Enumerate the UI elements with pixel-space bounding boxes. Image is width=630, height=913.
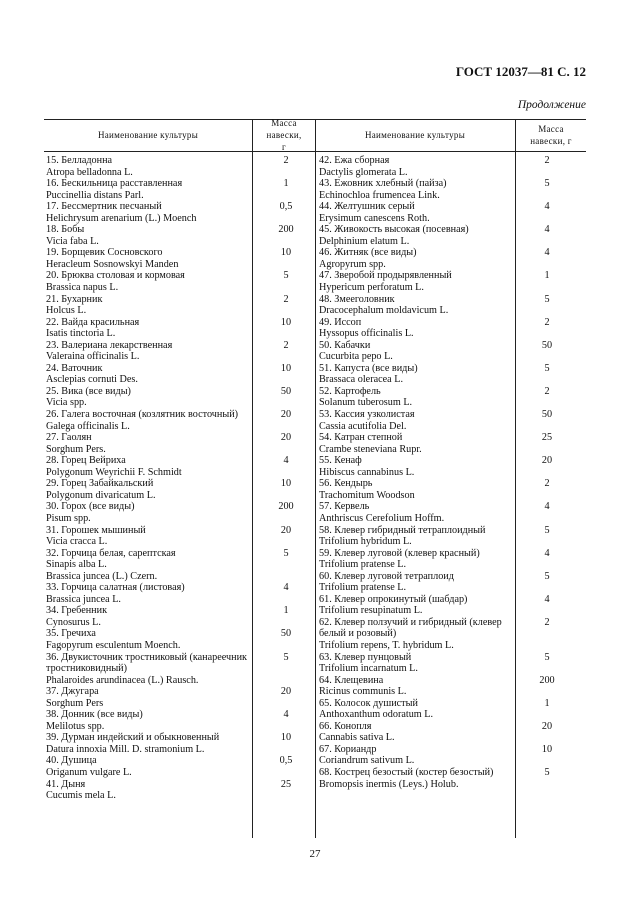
crop-name: 19. Борщевик Сосновского: [46, 247, 163, 259]
latin-name: Vicia faba L.: [46, 235, 99, 247]
crop-name: 49. Иссоп: [319, 316, 362, 328]
crop-mass: 5: [283, 547, 289, 559]
crop-name: 62. Клевер ползучий и гибридный (клевер белый и розовый): [319, 616, 502, 640]
crop-mass: 5: [283, 651, 289, 663]
crop-mass: 25: [280, 778, 292, 790]
crop-entry: [319, 201, 583, 224]
latin-name: Helichrysum arenarium (L.) Moench: [46, 212, 197, 224]
crop-name: 40. Душица: [46, 755, 97, 767]
crop-entry: [319, 224, 583, 247]
crop-name: 31. Горошек мышиный: [46, 524, 146, 536]
crop-name: 18. Бобы: [46, 224, 85, 236]
crop-entry: [46, 582, 322, 605]
latin-name: Ricinus communis L.: [319, 686, 407, 698]
crop-mass: 5: [544, 524, 550, 536]
crop-name: 57. Кервель: [319, 501, 370, 513]
latin-name: Trachomitum Woodson: [319, 489, 415, 501]
crop-entry: [46, 155, 322, 178]
crop-name: 51. Капуста (все виды): [319, 362, 418, 374]
crop-entry: [46, 628, 322, 651]
latin-name: Isatis tinctoria L.: [46, 328, 116, 340]
crop-mass: 5: [283, 270, 289, 282]
crop-mass: 1: [283, 178, 289, 190]
latin-name: Trifolium hybridum L.: [319, 536, 412, 548]
crop-mass: 4: [544, 501, 550, 513]
crop-entry: [46, 224, 322, 247]
latin-name: Hypericum perforatum L.: [319, 282, 424, 294]
latin-name: Bromopsis inermis (Leys.) Holub.: [319, 778, 459, 790]
latin-name: Agropyrum spp.: [319, 258, 386, 270]
right-column: [319, 155, 583, 790]
crop-mass: 0,5: [279, 201, 293, 213]
latin-name: Pisum spp.: [46, 512, 91, 524]
crop-entry: [319, 501, 583, 524]
crop-mass: 2: [544, 155, 550, 166]
crop-entry: [46, 201, 322, 224]
crop-entry: [319, 340, 583, 363]
crop-name: 54. Катран степной: [319, 432, 403, 444]
crop-name: 30. Горох (все виды): [46, 501, 135, 513]
crop-name: 56. Кендырь: [319, 478, 373, 490]
crop-mass: 4: [544, 247, 550, 259]
crop-name: 34. Гребенник: [46, 605, 108, 617]
crop-name: 28. Горец Вейриха: [46, 455, 126, 467]
col-header-name-left: Наименование культуры: [97, 129, 199, 140]
crop-name: 48. Змееголовник: [319, 293, 395, 305]
latin-name: Melilotus spp.: [46, 720, 105, 732]
latin-name: Coriandrum sativum L.: [319, 755, 415, 767]
latin-name: Puccinellia distans Parl.: [46, 189, 144, 201]
crop-mass: 10: [280, 247, 292, 259]
latin-name: Anthoxanthum odoratum L.: [319, 709, 434, 721]
latin-name: Erysimum canescens Roth.: [319, 212, 430, 224]
crop-mass: 5: [544, 651, 550, 663]
crop-name: 22. Вайда красильная: [46, 316, 140, 328]
crop-mass: 10: [541, 743, 553, 755]
crop-entry: [319, 270, 583, 293]
crop-mass: 50: [541, 409, 553, 421]
latin-name: Crambe steneviana Rupr.: [319, 443, 422, 455]
latin-name: Delphinium elatum L.: [319, 235, 410, 247]
crop-name: 41. Дыня: [46, 778, 86, 790]
document-header: ГОСТ 12037—81 С. 12: [455, 64, 586, 79]
latin-name: Trifolium pratense L.: [319, 582, 407, 594]
latin-name: Polygonum divaricatum L.: [46, 489, 156, 501]
latin-name: Echinochloa frumencea Link.: [319, 189, 440, 201]
latin-name: Heracleum Sosnowskyi Manden: [46, 258, 179, 270]
crop-entry: [46, 755, 322, 778]
crop-entry: [46, 779, 322, 802]
latin-name: Brassica napus L.: [46, 282, 119, 294]
crop-mass: 10: [280, 362, 292, 374]
crop-mass: 2: [283, 339, 289, 351]
crop-name: 33. Горчица салатная (листовая): [46, 582, 185, 594]
latin-name: Trifolium repens, T. hybridum L.: [319, 639, 454, 651]
crop-name: 59. Клевер луговой (клевер красный): [319, 547, 480, 559]
crop-entry: [319, 698, 583, 721]
crop-name: 53. Кассия узколистая: [319, 409, 415, 421]
left-column: [46, 155, 322, 802]
crop-mass: 4: [283, 709, 289, 721]
crop-mass: 2: [544, 616, 550, 628]
crop-entry: [319, 455, 583, 478]
latin-name: Holcus L.: [46, 305, 87, 317]
crop-mass: 20: [541, 720, 553, 732]
crop-mass: 20: [541, 455, 553, 467]
crop-mass: 4: [544, 547, 550, 559]
crop-mass: 5: [544, 362, 550, 374]
crop-name: 16. Бескильница расставленная: [46, 178, 183, 190]
crop-mass: 2: [283, 155, 289, 166]
latin-name: Cassia acutifolia Del.: [319, 420, 407, 432]
crop-name: 52. Картофель: [319, 385, 381, 397]
continuation-label: Продолжение: [517, 99, 586, 111]
latin-name: Phalaroides arundinacea (L.) Rausch.: [46, 674, 199, 686]
crop-entry: [46, 455, 322, 478]
crop-entry: [319, 294, 583, 317]
crop-entry: [46, 409, 322, 432]
crop-entry: [46, 709, 322, 732]
crop-mass: 4: [544, 593, 550, 605]
crop-entry: [46, 432, 322, 455]
crop-name: 55. Кенаф: [319, 455, 362, 467]
crop-name: 58. Клевер гибридный тетраплоидный: [319, 524, 486, 536]
crop-entry: [46, 247, 322, 270]
crop-mass: 1: [544, 270, 550, 282]
crop-name: 36. Двукисточник тростниковый (канареечник тростниковидный): [46, 651, 247, 675]
crop-name: 24. Ваточник: [46, 362, 103, 374]
crop-name: 44. Желтушник серый: [319, 201, 415, 213]
crop-name: 60. Клевер луговой тетраплоид: [319, 570, 454, 582]
crop-name: 42. Ежа сборная: [319, 155, 390, 166]
crop-name: 29. Горец Забайкальский: [46, 478, 154, 490]
crop-mass: 20: [280, 432, 292, 444]
latin-name: Sorghum Pers: [46, 697, 104, 709]
crop-mass: 10: [280, 316, 292, 328]
crop-entry: [46, 652, 322, 687]
crop-entry: [319, 525, 583, 548]
crop-mass: 10: [280, 478, 292, 490]
crop-name: 46. Житняк (все виды): [319, 247, 417, 259]
crop-entry: [319, 571, 583, 594]
crop-name: 27. Гаолян: [46, 432, 92, 444]
crop-name: 17. Бессмертник песчаный: [46, 201, 162, 213]
crop-entry: [319, 386, 583, 409]
crop-mass: 50: [280, 385, 292, 397]
latin-name: Brassica juncea L.: [46, 593, 121, 605]
crop-entry: [319, 767, 583, 790]
latin-name: Datura innoxia Mill. D. stramonium L.: [46, 743, 205, 755]
crop-entry: [46, 294, 322, 317]
crop-mass: 10: [280, 732, 292, 744]
latin-name: Brassica juncea (L.) Czern.: [46, 570, 158, 582]
col-header-mass-right: Масса навески, г: [530, 123, 572, 146]
crop-name: 15. Белладонна: [46, 155, 113, 166]
crop-mass: 200: [278, 224, 294, 236]
latin-name: Hyssopus officinalis L.: [319, 328, 414, 340]
crop-entry: [46, 732, 322, 755]
crop-entry: [319, 247, 583, 270]
crop-name: 61. Клевер опрокинутый (шабдар): [319, 593, 468, 605]
latin-name: Sinapis alba L.: [46, 559, 107, 571]
crop-mass: 200: [539, 674, 555, 686]
crop-mass: 1: [283, 605, 289, 617]
latin-name: Vicia spp.: [46, 397, 87, 409]
latin-name: Brassaca oleracea L.: [319, 374, 403, 386]
latin-name: Origanum vulgare L.: [46, 766, 132, 778]
crop-entry: [319, 548, 583, 571]
crop-entry: [46, 478, 322, 501]
crop-mass: 4: [544, 201, 550, 213]
crop-mass: 4: [283, 582, 289, 594]
crop-entry: [46, 386, 322, 409]
crop-name: 37. Джугара: [46, 686, 99, 698]
latin-name: Fagopyrum esculentum Moench.: [46, 639, 181, 651]
crop-mass: 50: [280, 628, 292, 640]
latin-name: Trifolium incarnatum L.: [319, 663, 418, 675]
crop-entry: [319, 652, 583, 675]
crop-mass: 25: [541, 432, 553, 444]
crop-mass: 1: [544, 697, 550, 709]
crop-name: 65. Колосок душистый: [319, 697, 418, 709]
crop-entry: [319, 478, 583, 501]
crop-mass: 2: [283, 293, 289, 305]
crop-name: 66. Конопля: [319, 720, 372, 732]
latin-name: Vicia cracca L.: [46, 536, 108, 548]
crop-entry: [46, 605, 322, 628]
latin-name: Cynosurus L.: [46, 616, 101, 628]
latin-name: Cucumis mela L.: [46, 790, 116, 802]
crop-entry: [319, 617, 583, 652]
latin-name: Cannabis sativa L.: [319, 732, 395, 744]
latin-name: Solanum tuberosum L.: [319, 397, 413, 409]
crop-name: 63. Клевер пунцовый: [319, 651, 412, 663]
latin-name: Atropa belladonna L.: [46, 166, 133, 178]
crop-mass: 2: [544, 316, 550, 328]
crop-mass: 50: [541, 339, 553, 351]
crop-name: 20. Брюква столовая и кормовая: [46, 270, 185, 282]
crop-name: 23. Валериана лекарственная: [46, 339, 173, 351]
crop-name: 25. Вика (все виды): [46, 385, 131, 397]
crop-name: 35. Гречиха: [46, 628, 96, 640]
seed-mass-table: [44, 119, 586, 838]
crop-entry: [46, 686, 322, 709]
crop-entry: [319, 432, 583, 455]
crop-name: 68. Кострец безостый (костер безостый): [319, 766, 494, 778]
crop-mass: 4: [283, 455, 289, 467]
latin-name: Anthriscus Cerefolium Hoffm.: [319, 512, 445, 524]
crop-entry: [46, 178, 322, 201]
latin-name: Galega officinalis L.: [46, 420, 130, 432]
crop-entry: [46, 270, 322, 293]
page-number: 27: [309, 848, 321, 860]
crop-entry: [319, 721, 583, 744]
latin-name: Valeraina officinalis L.: [46, 351, 140, 363]
crop-entry: [46, 317, 322, 340]
crop-mass: 4: [544, 224, 550, 236]
latin-name: Dracocephalum moldavicum L.: [319, 305, 449, 317]
crop-mass: 20: [280, 409, 292, 421]
latin-name: Sorghum Pers.: [46, 443, 106, 455]
latin-name: Trifolium resupinatum L.: [319, 605, 423, 617]
latin-name: Dactylis glomerata L.: [319, 166, 408, 178]
crop-mass: 5: [544, 178, 550, 190]
latin-name: Cucurbita pepo L.: [319, 351, 393, 363]
crop-mass: 200: [278, 501, 294, 513]
crop-entry: [319, 675, 583, 698]
latin-name: Polygonum Weyrichii F. Schmidt: [46, 466, 182, 478]
crop-name: 21. Бухарник: [46, 293, 103, 305]
crop-entry: [319, 155, 583, 178]
latin-name: Asclepias cornuti Des.: [46, 374, 138, 386]
crop-entry: [319, 317, 583, 340]
crop-mass: 20: [280, 686, 292, 698]
crop-name: 32. Горчица белая, сарептская: [46, 547, 176, 559]
crop-mass: 0,5: [279, 755, 293, 767]
crop-mass: 2: [544, 478, 550, 490]
crop-mass: 20: [280, 524, 292, 536]
crop-name: 50. Кабачки: [319, 339, 371, 351]
crop-entry: [319, 409, 583, 432]
crop-name: 26. Галега восточная (козлятник восточный): [46, 409, 239, 421]
crop-entry: [319, 594, 583, 617]
crop-entry: [319, 744, 583, 767]
crop-name: 43. Ежовник хлебный (пайза): [319, 178, 447, 190]
crop-mass: 5: [544, 570, 550, 582]
crop-name: 45. Живокость высокая (посевная): [319, 224, 469, 236]
latin-name: Trifolium pratense L.: [319, 559, 407, 571]
crop-entry: [46, 525, 322, 548]
crop-entry: [46, 548, 322, 583]
crop-mass: 5: [544, 293, 550, 305]
crop-entry: [319, 363, 583, 386]
crop-entry: [46, 501, 322, 524]
crop-mass: 5: [544, 766, 550, 778]
crop-name: 38. Донник (все виды): [46, 709, 143, 721]
col-header-name-right: Наименование культуры: [364, 129, 466, 140]
crop-entry: [46, 340, 322, 363]
crop-name: 47. Зверобой продырявленный: [319, 270, 452, 282]
crop-name: 39. Дурман индейский и обыкновенный: [46, 732, 220, 744]
crop-mass: 2: [544, 385, 550, 397]
crop-entry: [46, 363, 322, 386]
crop-name: 67. Кориандр: [319, 743, 377, 755]
crop-name: 64. Клещевина: [319, 674, 384, 686]
col-header-mass-left: Масса навески, г: [266, 117, 302, 153]
latin-name: Hibiscus cannabinus L.: [319, 466, 415, 478]
crop-entry: [319, 178, 583, 201]
